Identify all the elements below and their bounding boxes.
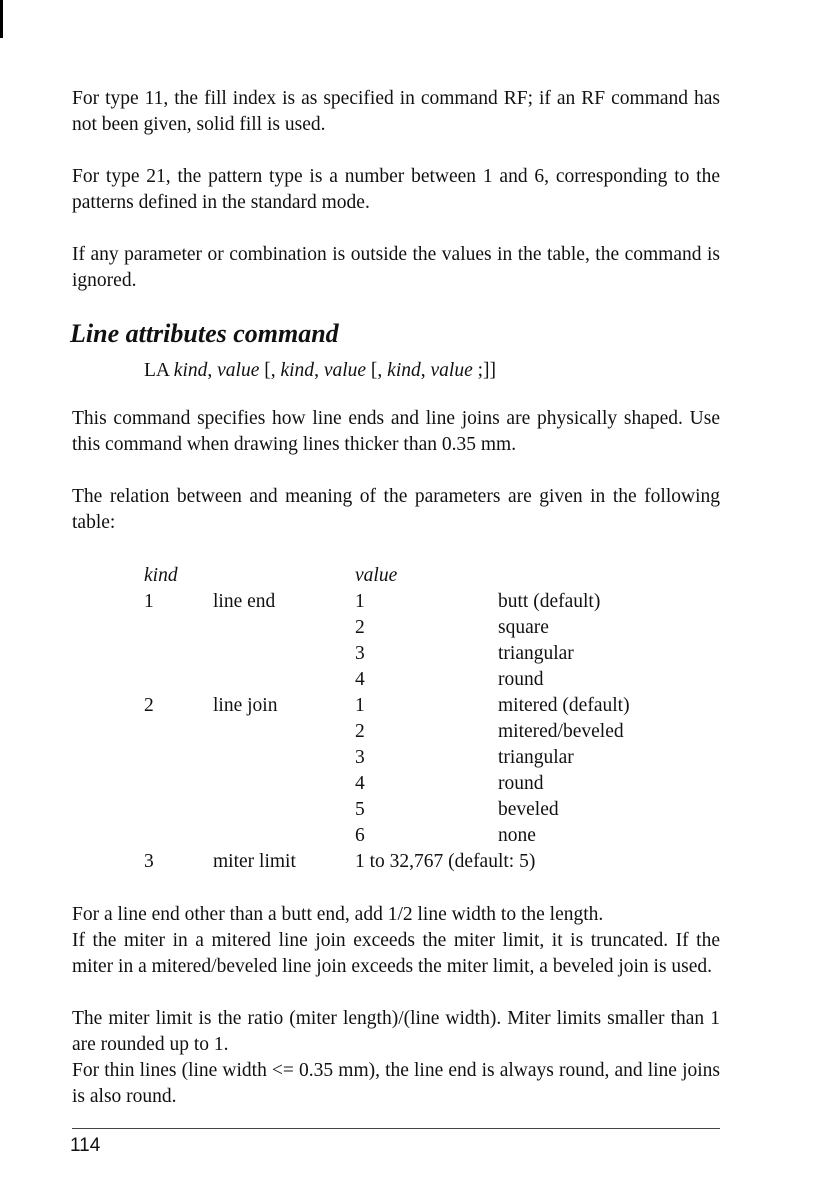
paragraph-line-end-note: For a line end other than a butt end, add 1/2 line width to the length. — [72, 904, 604, 925]
syntax-value-2: value — [323, 360, 367, 381]
syntax-sep-3: , — [420, 360, 431, 381]
syntax-sep-1: , — [207, 360, 218, 381]
section-heading: Line attributes command — [70, 319, 339, 348]
syntax-sep-2: , — [314, 360, 324, 381]
syntax-bracket-1: [, — [259, 360, 281, 381]
syntax-kind-1: kind — [173, 360, 208, 381]
table-cell-meaning: none — [498, 825, 536, 846]
table-cell-value: 1 — [355, 695, 365, 716]
command-syntax — [144, 358, 496, 384]
table-cell-value: 2 — [355, 617, 365, 638]
page-edge-mark — [0, 0, 3, 38]
footer-rule — [72, 1128, 720, 1129]
table-cell-meaning: mitered (default) — [498, 695, 630, 716]
page-number: 114 — [70, 1135, 101, 1156]
table-cell-value: 1 — [355, 591, 365, 612]
table-cell-value: 2 — [355, 721, 365, 742]
syntax-cmd: LA — [144, 360, 174, 381]
table-cell-meaning: beveled — [498, 799, 559, 820]
table-cell-meaning: square — [498, 617, 549, 638]
paragraph-ignored: If any parameter or combination is outside the values in the table, the command is ignored. — [72, 244, 720, 291]
table-cell-kind: 3 — [144, 851, 154, 872]
paragraph-description: This command specifies how line ends and line joins are physically shaped. Use this command when drawing lines thicker than 0.35 mm. — [72, 408, 720, 455]
paragraph-pattern-type: For type 21, the pattern type is a number between 1 and 6, corresponding to the patterns defined in the standard mode. — [72, 166, 720, 213]
syntax-value-3: value — [430, 360, 473, 381]
table-cell-meaning: round — [498, 773, 544, 794]
table-cell-value: 3 — [355, 747, 365, 768]
table-cell-value: 4 — [355, 669, 365, 690]
table-cell-name: line end — [213, 591, 276, 612]
table-header-value: value — [355, 565, 398, 586]
table-header-kind: kind — [144, 565, 178, 586]
paragraph-fill-index: For type 11, the fill index is as specified in command RF; if an RF command has not been given, solid fill is used. — [72, 88, 720, 135]
table-cell-value: 4 — [355, 773, 365, 794]
table-cell-name: line join — [213, 695, 278, 716]
table-cell-kind: 2 — [144, 695, 154, 716]
table-cell-kind: 1 — [144, 591, 154, 612]
table-cell-value: 6 — [355, 825, 365, 846]
paragraph-table-intro: The relation between and meaning of the parameters are given in the following table: — [72, 486, 720, 533]
table-cell-meaning: butt (default) — [498, 591, 601, 612]
table-cell-meaning: triangular — [498, 747, 574, 768]
table-cell-name: miter limit — [213, 851, 296, 872]
table-cell-meaning: mitered/beveled — [498, 721, 624, 742]
paragraph-miter-ratio: The miter limit is the ratio (miter length)/(line width). Miter limits smaller than 1 are rounded up to 1. — [72, 1008, 720, 1055]
syntax-value-1: value — [217, 360, 260, 381]
syntax-bracket-2: [, — [366, 360, 388, 381]
syntax-kind-2: kind — [280, 360, 315, 381]
syntax-tail: ;]] — [472, 360, 497, 381]
table-cell-value: 1 to 32,767 (default: 5) — [355, 851, 536, 872]
table-cell-meaning: triangular — [498, 643, 574, 664]
table-cell-value: 3 — [355, 643, 365, 664]
paragraph-thin-lines: For thin lines (line width <= 0.35 mm), the line end is always round, and line joins is also round. — [72, 1060, 720, 1107]
table-cell-value: 5 — [355, 799, 365, 820]
paragraph-miter-truncate: If the miter in a mitered line join exceeds the miter limit, it is truncated. If the miter in a mitered/beveled line join exceeds the miter limit, a beveled join is used. — [72, 930, 720, 977]
table-cell-meaning: round — [498, 669, 544, 690]
syntax-kind-3: kind — [387, 360, 421, 381]
